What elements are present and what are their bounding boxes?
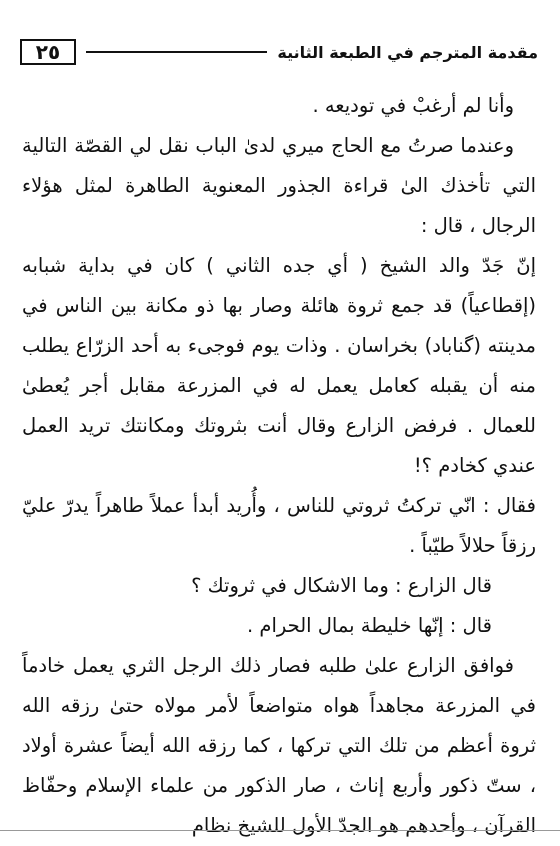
running-title: مقدمة المترجم في الطبعة الثانية: [277, 42, 538, 62]
paragraph: فقال : انّي تركتُ ثروتي للناس ، وأُريد أبدأ عملاً طاهراً يدرّ عليّ رزقاً حلالاً طيّباً .: [22, 494, 536, 557]
bottom-rule: [0, 830, 560, 831]
page-number: ٢٥: [20, 39, 76, 65]
page-header: [20, 32, 538, 72]
paragraph: قال : إنّها خليطة بمال الحرام .: [246, 614, 492, 637]
paragraph: قال الزارع : وما الاشكال في ثروتك ؟: [191, 574, 492, 597]
paragraph: وأنا لم أرغبْ في توديعه .: [312, 94, 514, 117]
paragraph: إنّ جَدّ والد الشيخ ( أي جده الثاني ) كان في بداية شبابه (إقطاعياً) قد جمع ثروة هائلة وصار بها ذو مكانة بين الناس في مدينته (گناباد) بخراسان . وذات يوم فوجىء به أحد الزرّاع يطلب منه أن يقبله كعامل يعمل له في المزرعة مقابل أجر يُعطىٰ للعمال . فرفض الزارع وقال أنت بثروتك ومكانتك تريد العمل عندي كخادم ؟!: [22, 254, 536, 477]
body-text: [22, 86, 536, 846]
paragraph: وعندما صرتُ مع الحاج ميري لدىٰ الباب نقل لي القصّة التالية التي تأخذك الىٰ قراءة الجذور المعنوية الطاهرة لمثل هؤلاء الرجال ، قال :: [22, 134, 536, 237]
paragraph: فوافق الزارع علىٰ طلبه فصار ذلك الرجل الثري يعمل خادماً في المزرعة مجاهداً هواه متواضعاً لأمر مولاه حتىٰ رزقه الله ثروة أعظم من تلك التي تركها ، كما رزقه الله أيضاً عشرة أولاد ، ستّ ذكور وأربع إناث ، صار الذكور من علماء الإسلام وحفّاظ القرآن ، وأحدهم هو الجدّ الأول للشيخ نظام: [22, 654, 536, 837]
header-rule: [86, 51, 267, 53]
